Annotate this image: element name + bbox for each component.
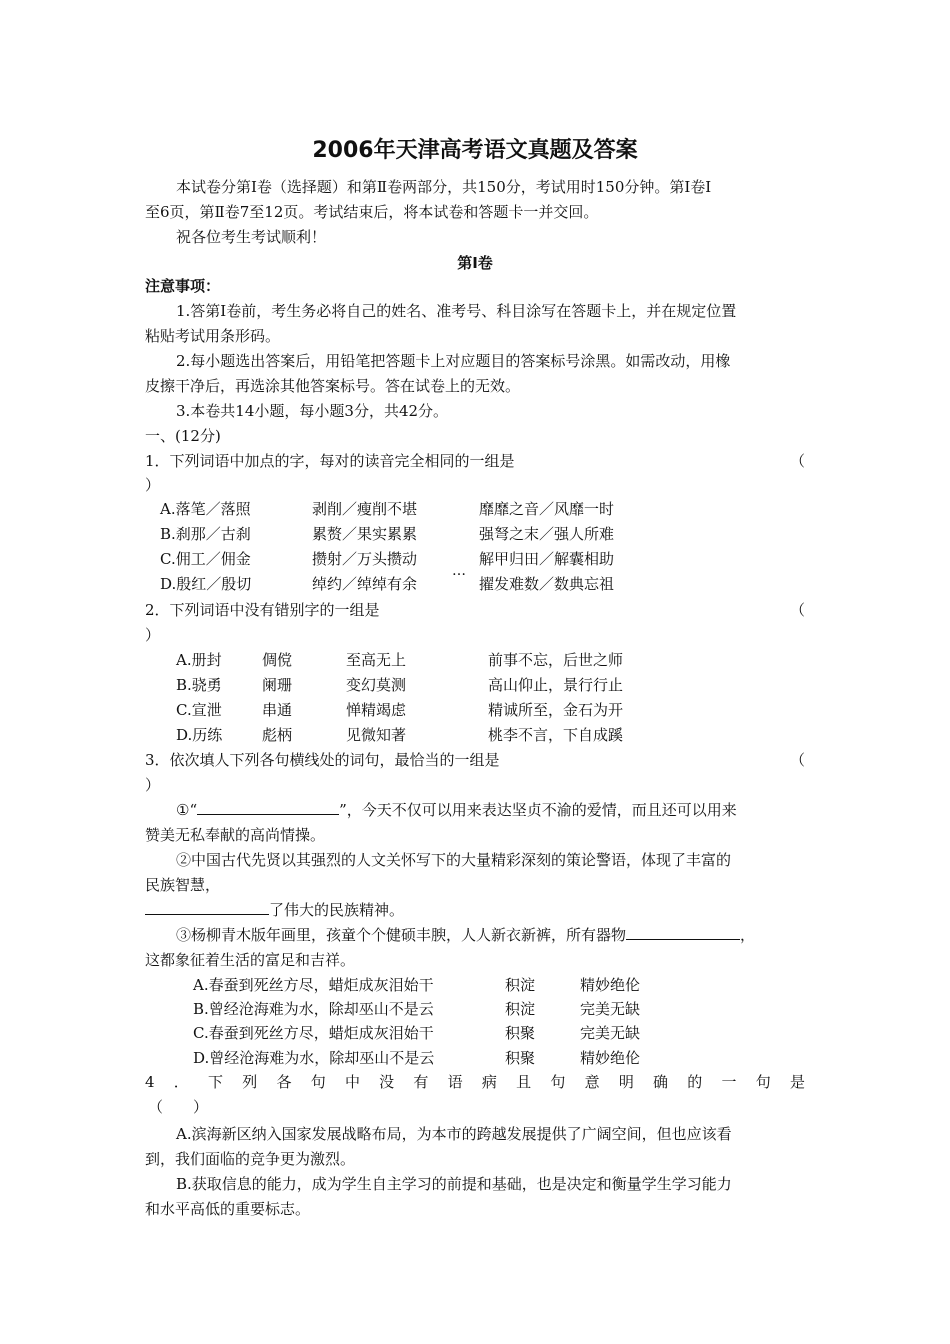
q3-paren-open: （ [790,751,806,769]
part-one-heading: 一、(12分) [145,427,221,445]
q2-option-a-4: 前事不忘，后世之师 [488,651,624,669]
intro-line-3: 祝各位考生考试顺利！ [176,228,327,246]
q4-option-a-cont: 到，我们面临的竞争更为激烈。 [145,1150,356,1168]
note-1: 1.答第Ⅰ卷前，考生务必将自己的姓名、准考号、科目涂写在答题卡上，并在规定位置 [176,302,737,320]
q3-sentence-3 [176,925,755,945]
q4-stem-char: 句 [310,1073,326,1091]
q4-stem-char: 是 [789,1073,805,1091]
q4-stem-char: 列 [242,1073,258,1091]
q3-blank-2 [145,900,269,915]
q2-option-c-1: C.宣泄 [176,701,222,719]
q3-sentence-1 [176,800,737,820]
q2-paren-close: ） [145,626,161,644]
q2-paren-open: （ [790,601,806,619]
q2-option-a-2: 倜傥 [262,651,293,669]
q3-option-a-1: A.春蚕到死丝方尽，蜡炬成灰泪始干 [193,976,434,994]
q2-option-d-1: D.历练 [176,726,223,744]
q3-sentence-2-end [145,900,404,920]
q3-option-c-1: C.春蚕到死丝方尽，蜡炬成灰泪始干 [193,1024,434,1042]
q3-option-d-1: D.曾经沧海难为水，除却巫山不是云 [193,1049,435,1067]
note-1-cont: 粘贴考试用条形码。 [145,327,281,345]
q3-option-a-2: 积淀 [505,976,536,994]
q4-option-b: B.获取信息的能力，成为学生自主学习的前提和基础，也是决定和衡量学生学习能力 [176,1175,732,1193]
q3-option-c-3: 完美无缺 [580,1024,641,1042]
q1-option-d-2: 绰约／绰绰有余 [312,575,418,593]
q3-paren-close: ） [145,776,161,794]
q2-option-c-3: 惮精竭虑 [346,701,407,719]
q1-option-c-3: 解甲归田／解囊相助 [479,550,615,568]
q3-sentence-1-cont: 赞美无私奉献的高尚情操。 [145,826,326,844]
page-title: 2006年天津高考语文真题及答案 [312,138,638,163]
q2-option-d-2: 彪柄 [262,726,293,744]
q2-option-b-1: B.骁勇 [176,676,222,694]
q1-option-c-1: C.佣工／佣金 [160,550,251,568]
q2-option-d-3: 见微知著 [346,726,407,744]
q3-option-a-3: 精妙绝伦 [580,976,641,994]
q4-stem-char: ． [173,1073,189,1091]
q1-stem: 1．下列词语中加点的字，每对的读音完全相同的一组是 [145,452,515,470]
q3-option-d-2: 积聚 [505,1049,536,1067]
q1-option-b-2: 累赘／果实累累 [312,525,418,543]
q3-option-b-1: B.曾经沧海难为水，除却巫山不是云 [193,1000,434,1018]
section-title: 第Ⅰ卷 [457,254,493,272]
q3-option-b-2: 积淀 [505,1000,536,1018]
q3-sentence-2-tail: 了伟大的民族精神。 [269,901,405,919]
q1-option-a-3: 靡靡之音／风靡一时 [479,500,615,518]
q4-stem-char: 中 [344,1073,360,1091]
q3-sentence-3-comma: ， [740,926,756,944]
q3-blank-3 [626,925,740,940]
q2-option-b-4: 高山仰止，景行行止 [488,676,624,694]
q1-option-b-1: B.刹那／古刹 [160,525,251,543]
q1-option-d-3: 擢发难数／数典忘祖 [479,575,615,593]
q4-stem-char: 一 [721,1073,737,1091]
q2-option-a-1: A.册封 [176,651,222,669]
q4-stem-char: 明 [618,1073,634,1091]
q4-stem-char: 4 [145,1073,155,1091]
note-2: 2.每小题选出答案后，用铅笔把答题卡上对应题目的答案标号涂黑。如需改动，用橡 [176,352,731,370]
q2-option-d-4: 桃李不言，下自成蹊 [488,726,624,744]
q2-option-c-2: 串通 [262,701,293,719]
q3-option-b-3: 完美无缺 [580,1000,641,1018]
q4-stem-char: 有 [413,1073,429,1091]
intro-line-2: 至6页，第Ⅱ卷7至12页。考试结束后，将本试卷和答题卡一并交回。 [145,203,599,221]
q4-stem [145,1072,805,1092]
q2-stem: 2．下列词语中没有错别字的一组是 [145,601,380,619]
q4-stem-char: 句 [550,1073,566,1091]
q1-option-a-1: A.落笔／落照 [160,500,251,518]
q4-stem-char: 句 [755,1073,771,1091]
q4-paren: （ ） [148,1098,209,1116]
q3-blank-1 [197,800,339,815]
q3-sentence-1-end: ”，今天不仅可以用来表达坚贞不渝的爱情，而且还可以用来 [339,801,737,819]
q4-stem-char: 下 [208,1073,224,1091]
q1-option-c-2: 攒射／万头攒动 [312,550,418,568]
q1-emphasis-dots: … [452,563,466,579]
intro-line-1: 本试卷分第Ⅰ卷（选择题）和第Ⅱ卷两部分，共150分，考试用时150分钟。第Ⅰ卷Ⅰ [176,178,712,196]
q1-option-d-1: D.殷红／殷切 [160,575,252,593]
q1-paren-close: ） [145,476,161,494]
note-2-cont: 皮擦干净后，再选涂其他答案标号。答在试卷上的无效。 [145,377,521,395]
q4-stem-char: 病 [481,1073,497,1091]
q4-stem-char: 意 [584,1073,600,1091]
q1-option-a-2: 剥削／瘦削不堪 [312,500,418,518]
q4-stem-char: 各 [276,1073,292,1091]
q4-stem-char: 确 [653,1073,669,1091]
q2-option-a-3: 至高无上 [346,651,407,669]
q2-option-c-4: 精诚所至，金石为开 [488,701,624,719]
q3-sentence-2-cont: 民族智慧， [145,876,221,894]
q4-option-b-cont: 和水平高低的重要标志。 [145,1200,311,1218]
q2-option-b-3: 变幻莫测 [346,676,407,694]
q2-option-b-2: 阑珊 [262,676,293,694]
q3-option-c-2: 积聚 [505,1024,536,1042]
q1-paren-open: （ [790,452,806,470]
q4-stem-char: 且 [516,1073,532,1091]
q4-stem-char: 没 [379,1073,395,1091]
q3-sentence-3-cont: 这都象征着生活的富足和吉祥。 [145,951,356,969]
q4-stem-char: 语 [447,1073,463,1091]
q3-sentence-3-start: ③杨柳青木版年画里，孩童个个健硕丰腴，人人新衣新裤，所有器物 [176,926,627,944]
notes-title: 注意事项： [145,277,221,295]
q3-stem: 3．依次填人下列各句横线处的词句，最恰当的一组是 [145,751,500,769]
q1-option-b-3: 强弩之末／强人所难 [479,525,615,543]
q3-sentence-1-start: ①“ [176,801,198,819]
q4-option-a: A.滨海新区纳入国家发展战略布局，为本市的跨越发展提供了广阔空间，但也应该看 [176,1125,732,1143]
q3-sentence-2: ②中国古代先贤以其强烈的人文关怀写下的大量精彩深刻的策论警语，体现了丰富的 [176,851,732,869]
q4-stem-char: 的 [687,1073,703,1091]
note-3: 3.本卷共14小题，每小题3分，共42分。 [176,402,449,420]
q3-option-d-3: 精妙绝伦 [580,1049,641,1067]
